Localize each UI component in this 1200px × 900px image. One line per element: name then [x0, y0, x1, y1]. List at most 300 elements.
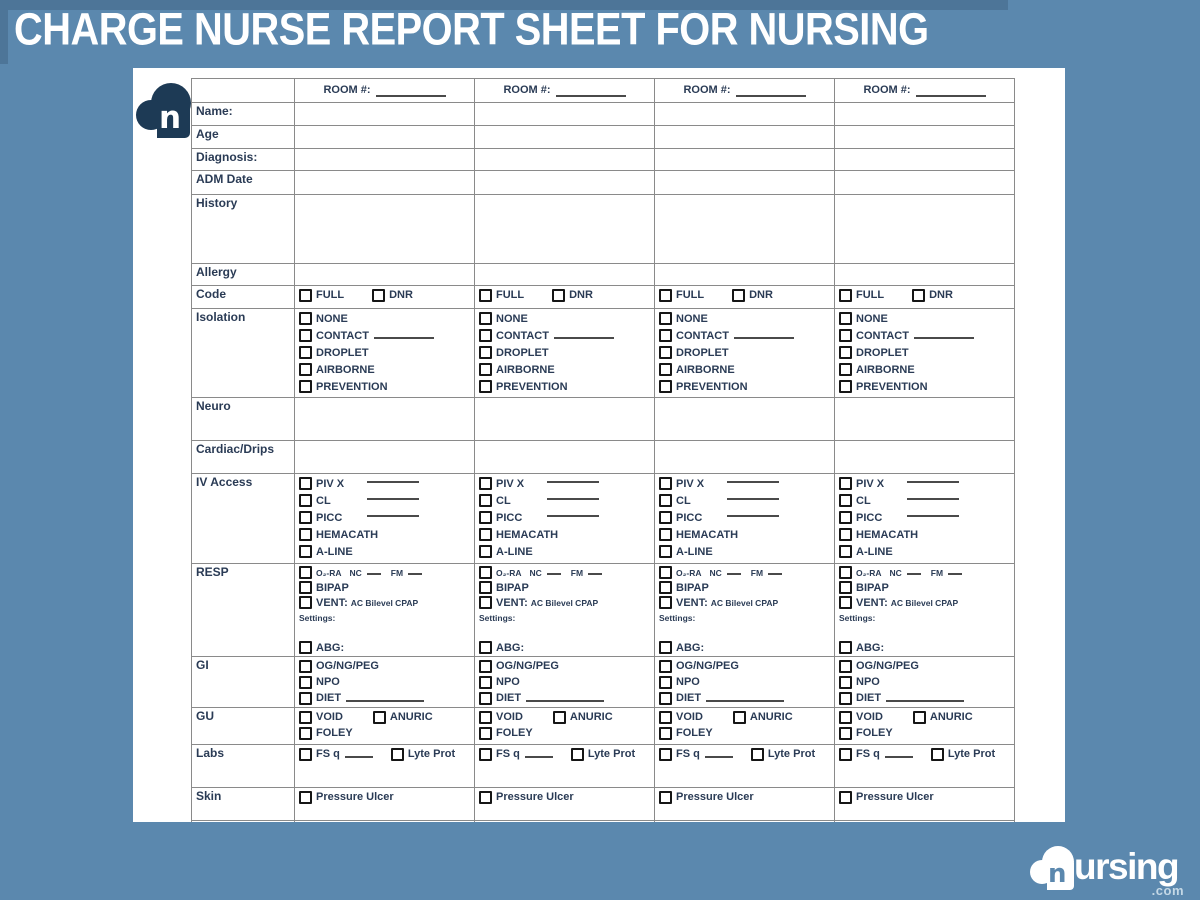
option-label: FS q: [676, 748, 700, 760]
option-line: [839, 595, 1010, 610]
checkbox-option: [659, 727, 713, 740]
patient-data-cell: [835, 103, 1015, 126]
option-label: FM: [750, 567, 764, 578]
checkbox-option: [659, 380, 748, 393]
checkbox-icon: [299, 511, 312, 524]
checkbox-icon: [479, 528, 492, 541]
patient-data-cell: [295, 474, 475, 564]
option-label: FM: [930, 567, 944, 578]
checkbox-option: [659, 581, 709, 594]
checkbox-icon: [659, 660, 672, 673]
checkbox-option: [299, 581, 349, 594]
checkbox-option: [299, 363, 375, 376]
checkbox-icon: [839, 289, 852, 302]
patient-data-cell: [295, 708, 475, 745]
option-label: DNR: [929, 289, 953, 301]
option-label: A-LINE: [316, 545, 353, 558]
checkbox-icon: [479, 596, 492, 609]
blank-underline: [525, 756, 553, 758]
option-label: FOLEY: [496, 727, 533, 739]
patient-data-cell: [835, 126, 1015, 149]
room-number-header-cell: [295, 79, 475, 103]
text-segment: [710, 568, 741, 578]
patient-data-cell: [475, 657, 655, 708]
option-label: CONTACT: [496, 329, 549, 342]
checkbox-icon: [839, 727, 852, 740]
checkbox-icon: [479, 289, 492, 302]
checkbox-option: [912, 289, 953, 302]
checkbox-option: [479, 641, 524, 654]
option-line: [479, 344, 650, 361]
checkbox-icon: [479, 727, 492, 740]
patient-data-cell: [475, 149, 655, 171]
logo-letter: n: [1048, 859, 1067, 889]
checkbox-option: [659, 511, 722, 524]
option-line: [479, 310, 650, 327]
patient-data-cell: [295, 745, 475, 788]
option-label: VENT:: [856, 596, 888, 609]
checkbox-icon: [479, 581, 492, 594]
option-label: Lyte Prot: [947, 748, 996, 760]
option-label: PICC: [676, 511, 703, 524]
option-label: HEMACATH: [676, 528, 739, 541]
checkbox-option: [479, 380, 568, 393]
patient-data-cell: [475, 309, 655, 398]
option-line: [839, 725, 1010, 741]
checkbox-icon: [299, 380, 312, 393]
checkbox-option: [299, 791, 394, 804]
option-label: BIPAP: [496, 581, 529, 594]
checkbox-option: [839, 791, 934, 804]
checkbox-option: [552, 289, 593, 302]
option-line: [659, 543, 830, 560]
checkbox-icon: [839, 676, 852, 689]
checkbox-option: [659, 289, 704, 302]
option-label: FULL: [676, 289, 705, 301]
option-line: [839, 658, 1010, 674]
patient-data-cell: [295, 398, 475, 441]
checkbox-icon: [839, 528, 852, 541]
option-line: [659, 640, 830, 655]
checkbox-option: [479, 566, 522, 579]
blank-underline: [346, 700, 424, 702]
checkbox-option: [659, 641, 704, 654]
patient-data-cell: [475, 474, 655, 564]
checkbox-option: [659, 748, 733, 761]
option-line: [299, 543, 470, 560]
checkbox-icon: [299, 676, 312, 689]
checkbox-icon: [479, 511, 492, 524]
option-line: [839, 789, 1010, 805]
text-segment: [722, 515, 779, 520]
checkbox-option: [299, 511, 362, 524]
patient-data-cell: [295, 195, 475, 264]
patient-data-cell: [655, 745, 835, 788]
text-segment: [751, 568, 782, 578]
checkbox-option: [479, 528, 558, 541]
row-label: Age: [192, 126, 295, 149]
patient-data-cell: [295, 264, 475, 286]
option-label: FS q: [496, 748, 520, 760]
option-label: PIV X: [496, 477, 525, 490]
patient-data-cell: [475, 171, 655, 195]
checkbox-option: [659, 660, 739, 673]
checkbox-option: [479, 312, 528, 325]
patient-data-cell: [835, 264, 1015, 286]
blank-underline: [374, 337, 434, 339]
option-label: Pressure Ulcer: [856, 791, 934, 803]
checkbox-icon: [299, 791, 312, 804]
checkbox-option: [839, 363, 915, 376]
option-label: A-LINE: [496, 545, 533, 558]
option-label: FOLEY: [316, 727, 353, 739]
blank-underline: [916, 95, 986, 97]
checkbox-icon: [751, 748, 764, 761]
blank-underline: [367, 515, 419, 517]
option-line: [479, 658, 650, 674]
checkbox-icon: [839, 494, 852, 507]
patient-data-cell: [475, 126, 655, 149]
text-segment: [362, 498, 419, 503]
option-label: OG/NG/PEG: [856, 660, 919, 672]
option-label: CONTACT: [856, 329, 909, 342]
row-label: Code: [192, 286, 295, 309]
checkbox-option: [299, 692, 424, 705]
checkbox-option: [479, 494, 542, 507]
option-line: [839, 287, 1010, 303]
checkbox-option: [479, 660, 559, 673]
checkbox-option: [839, 528, 918, 541]
text-segment: [299, 613, 335, 623]
checkbox-option: [571, 748, 635, 761]
checkbox-icon: [479, 494, 492, 507]
checkbox-option: [299, 566, 342, 579]
option-label: VENT:: [676, 596, 708, 609]
option-label: HEMACATH: [856, 528, 919, 541]
checkbox-option: [839, 581, 889, 594]
option-label: AIRBORNE: [856, 363, 915, 376]
option-line: [659, 658, 830, 674]
patient-data-cell: [475, 745, 655, 788]
checkbox-icon: [659, 581, 672, 594]
checkbox-icon: [299, 545, 312, 558]
checkbox-icon: [931, 748, 944, 761]
option-line: [479, 690, 650, 706]
option-line: [479, 580, 650, 595]
patient-data-cell: [835, 398, 1015, 441]
checkbox-option: [553, 711, 613, 724]
blank-underline: [376, 95, 446, 97]
checkbox-option: [299, 494, 362, 507]
option-label: VOID: [676, 711, 703, 723]
blank-underline: [768, 573, 782, 575]
table-row: [192, 745, 1015, 788]
checkbox-icon: [659, 566, 672, 579]
checkbox-icon: [659, 692, 672, 705]
option-label: Pressure Ulcer: [676, 791, 754, 803]
table-row: [192, 788, 1015, 821]
option-line: [479, 509, 650, 526]
option-label: BIPAP: [856, 581, 889, 594]
checkbox-icon: [839, 363, 852, 376]
option-label: CONTACT: [676, 329, 729, 342]
option-line: [659, 709, 830, 725]
room-number-label: ROOM #:: [323, 84, 371, 96]
option-line: [479, 492, 650, 509]
option-label: DIET: [856, 692, 882, 704]
checkbox-icon: [479, 748, 492, 761]
row-label: Allergy: [192, 264, 295, 286]
option-label: DROPLET: [496, 346, 549, 359]
option-line: [479, 475, 650, 492]
checkbox-option: [299, 312, 348, 325]
option-label: Settings:: [659, 612, 696, 623]
checkbox-option: [479, 791, 574, 804]
checkbox-icon: [659, 312, 672, 325]
option-line: [659, 746, 830, 762]
checkbox-option: [839, 566, 882, 579]
checkbox-option: [732, 289, 773, 302]
checkbox-icon: [659, 791, 672, 804]
table-row: [192, 126, 1015, 149]
checkbox-icon: [373, 711, 386, 724]
patient-data-cell: [295, 149, 475, 171]
option-line: [839, 565, 1010, 580]
option-label: HEMACATH: [496, 528, 559, 541]
option-sublabel: AC Bilevel CPAP: [890, 597, 959, 608]
blank-underline: [948, 573, 962, 575]
blank-underline: [734, 337, 794, 339]
checkbox-option: [839, 660, 919, 673]
option-label: ABG:: [496, 641, 525, 654]
option-line: [839, 746, 1010, 762]
checkbox-icon: [479, 660, 492, 673]
option-label: Pressure Ulcer: [496, 791, 574, 803]
option-label: BIPAP: [316, 581, 349, 594]
patient-data-cell: [475, 441, 655, 474]
checkbox-icon: [299, 494, 312, 507]
blank-underline: [408, 573, 422, 575]
text-segment: [931, 568, 962, 578]
patient-data-cell: [655, 195, 835, 264]
option-label: ANURIC: [389, 711, 433, 723]
checkbox-icon: [479, 312, 492, 325]
blank-underline: [547, 498, 599, 500]
option-label: NPO: [676, 676, 700, 688]
option-line: [659, 725, 830, 741]
checkbox-option: [479, 727, 533, 740]
checkbox-icon: [659, 329, 672, 342]
option-label: DNR: [389, 289, 413, 301]
checkbox-icon: [479, 380, 492, 393]
option-label: FULL: [856, 289, 885, 301]
option-label: Settings:: [479, 612, 516, 623]
checkbox-option: [299, 289, 344, 302]
checkbox-icon: [299, 477, 312, 490]
checkbox-option: [839, 596, 958, 609]
checkbox-icon: [733, 711, 746, 724]
checkbox-option: [659, 363, 735, 376]
blank-underline: [367, 498, 419, 500]
checkbox-icon: [391, 748, 404, 761]
page-title: CHARGE NURSE REPORT SHEET FOR NURSING: [14, 4, 929, 55]
blank-underline: [727, 498, 779, 500]
option-line: [839, 310, 1010, 327]
option-label: DIET: [496, 692, 522, 704]
option-line: [479, 610, 650, 625]
checkbox-icon: [479, 329, 492, 342]
text-segment: [902, 481, 959, 486]
option-label: BIPAP: [676, 581, 709, 594]
option-line: [299, 658, 470, 674]
option-label: HEMACATH: [316, 528, 379, 541]
blank-underline: [526, 700, 604, 702]
row-label: Name:: [192, 103, 295, 126]
checkbox-icon: [372, 289, 385, 302]
option-label: NONE: [316, 312, 348, 325]
option-label: O₂-RA: [676, 567, 702, 578]
text-segment: [542, 515, 599, 520]
option-label: NC: [529, 567, 542, 578]
option-label: DNR: [749, 289, 773, 301]
patient-data-cell: [655, 264, 835, 286]
option-line: [299, 595, 470, 610]
checkbox-icon: [479, 711, 492, 724]
row-label: Skin: [192, 788, 295, 821]
checkbox-option: [479, 346, 549, 359]
patient-data-cell: [835, 745, 1015, 788]
option-label: AIRBORNE: [496, 363, 555, 376]
option-line: [479, 526, 650, 543]
option-label: VOID: [316, 711, 343, 723]
checkbox-option: [373, 711, 433, 724]
patient-data-cell: [835, 474, 1015, 564]
table-row: [192, 195, 1015, 264]
checkbox-icon: [479, 692, 492, 705]
checkbox-option: [299, 596, 418, 609]
checkbox-icon: [659, 545, 672, 558]
patient-data-cell: [295, 126, 475, 149]
text-segment: [839, 613, 875, 623]
option-label: Settings:: [299, 612, 336, 623]
patient-data-cell: [655, 708, 835, 745]
row-label: IV Access: [192, 474, 295, 564]
checkbox-option: [839, 545, 893, 558]
patient-data-cell: [655, 103, 835, 126]
patient-data-cell: [295, 286, 475, 309]
option-line: [299, 327, 470, 344]
left-accent-bar: [0, 0, 8, 64]
table-row: [192, 264, 1015, 286]
patient-data-cell: [655, 788, 835, 821]
option-label: VOID: [856, 711, 883, 723]
option-line: [659, 492, 830, 509]
patient-data-cell: [475, 264, 655, 286]
option-label: AIRBORNE: [676, 363, 735, 376]
option-line: [839, 361, 1010, 378]
checkbox-icon: [839, 312, 852, 325]
option-line: [659, 674, 830, 690]
checkbox-option: [299, 641, 344, 654]
room-number-header-cell: [655, 79, 835, 103]
text-segment: [479, 613, 515, 623]
patient-data-cell: [835, 441, 1015, 474]
option-line: [479, 287, 650, 303]
patient-data-cell: [655, 149, 835, 171]
option-line: [479, 378, 650, 395]
blank-underline: [886, 700, 964, 702]
blank-underline: [556, 95, 626, 97]
option-line: [299, 674, 470, 690]
option-label: NPO: [496, 676, 520, 688]
patient-data-cell: [835, 788, 1015, 821]
checkbox-option: [299, 346, 369, 359]
option-line: [479, 565, 650, 580]
option-line: [479, 674, 650, 690]
nursing-com-logo: [1030, 842, 1190, 896]
patient-data-cell: [475, 398, 655, 441]
option-label: NONE: [856, 312, 888, 325]
logo-letter: n: [159, 100, 182, 136]
option-label: ABG:: [856, 641, 885, 654]
option-line: [299, 526, 470, 543]
option-line: [659, 580, 830, 595]
patient-data-cell: [475, 564, 655, 657]
option-label: FOLEY: [676, 727, 713, 739]
option-label: FULL: [496, 289, 525, 301]
patient-data-cell: [835, 149, 1015, 171]
checkbox-option: [479, 545, 533, 558]
blank-underline: [554, 337, 614, 339]
checkbox-option: [479, 363, 555, 376]
checkbox-option: [839, 346, 909, 359]
table-row: [192, 657, 1015, 708]
patient-data-cell: [655, 286, 835, 309]
checkbox-option: [479, 676, 520, 689]
checkbox-option: [839, 727, 893, 740]
option-line: [659, 565, 830, 580]
checkbox-icon: [659, 711, 672, 724]
option-line: [299, 287, 470, 303]
option-label: NPO: [856, 676, 880, 688]
blank-underline: [885, 756, 913, 758]
option-sublabel: AC Bilevel CPAP: [530, 597, 599, 608]
checkbox-option: [659, 312, 708, 325]
checkbox-icon: [479, 363, 492, 376]
checkbox-icon: [912, 289, 925, 302]
option-label: AIRBORNE: [316, 363, 375, 376]
row-label: Diagnosis:: [192, 149, 295, 171]
text-segment: [530, 568, 561, 578]
option-line: [299, 492, 470, 509]
patient-data-cell: [655, 126, 835, 149]
blank-underline: [727, 573, 741, 575]
checkbox-option: [479, 329, 614, 342]
checkbox-icon: [659, 676, 672, 689]
checkbox-option: [299, 660, 379, 673]
text-segment: [542, 498, 599, 503]
checkbox-icon: [839, 477, 852, 490]
patient-data-cell: [475, 708, 655, 745]
checkbox-option: [659, 329, 794, 342]
table-row: [192, 474, 1015, 564]
patient-data-cell: [835, 309, 1015, 398]
option-label: CL: [316, 494, 331, 507]
option-label: PREVENTION: [676, 380, 748, 393]
checkbox-option: [659, 596, 778, 609]
option-line: [299, 475, 470, 492]
option-line: [659, 789, 830, 805]
